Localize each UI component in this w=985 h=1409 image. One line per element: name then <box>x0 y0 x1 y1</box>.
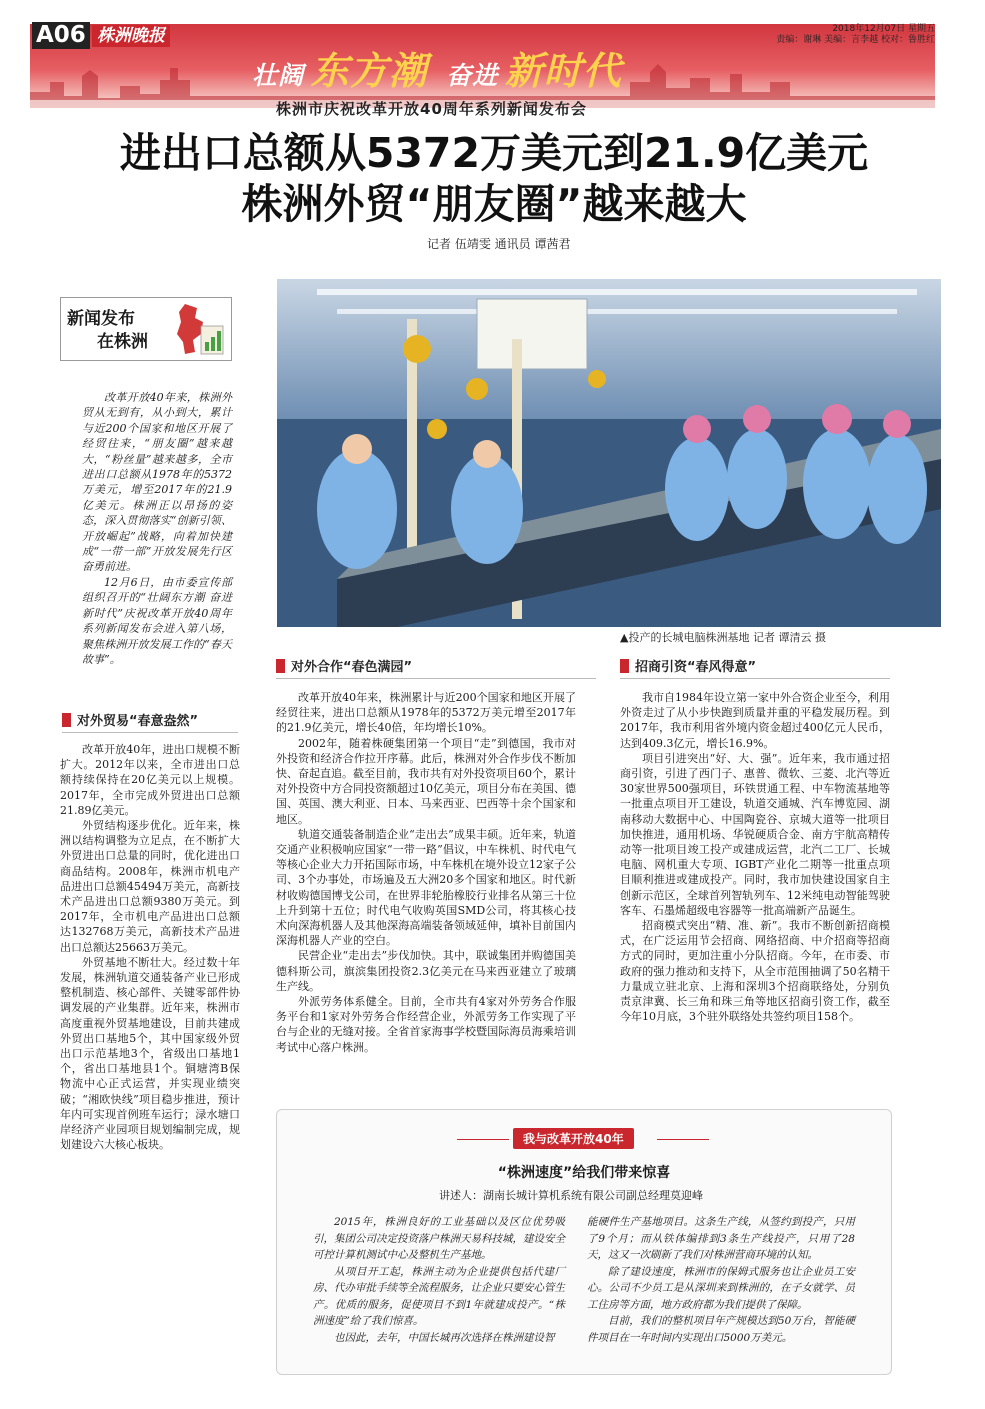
logo-text-1: 新闻发布 <box>67 309 135 329</box>
section-body-trade <box>60 742 240 1152</box>
byline: 记者 伍靖雯 通讯员 谭茜君 <box>427 237 571 251</box>
date-line <box>776 24 935 46</box>
paragraph: 轨道交通装备制造企业“走出去”成果丰硕。近年来，轨道交通产业积极响应国家“一带一路”倡议，中车株机、时代电气等核心企业大力开拓国际市场，中车株机在境外设立12家子公司、3个办事处，市场遍及五大洲20多个国家和地区。时代新材收购德国博戈公司，在世界非轮胎橡胶行业排名从第三十位上升到第十五位；时代电气收购英国SMD公司，将其核心技术向深海机器人及其他深海高端装备领域延伸，填补目前国内深海机器人产业的空白。 <box>276 827 576 948</box>
paragraph: 外贸结构逐步优化。近年来，株洲以结构调整为立足点，在不断扩大外贸进出口总量的同时，优化进出口商品结构。2008年，株洲市机电产品进出口总额45494万美元，高新技术产品进出口总额9380万美元。到2017年，全市机电产品进出口总额达132768万美元，高新技术产品进出口总额达25663万美元。 <box>60 819 240 954</box>
paragraph: 2002年，随着株硬集团第一个项目“走”到德国，我市对外投资和经济合作拉开序幕。此后，株洲对外合作步伐不断加快、奋起直追。截至目前，我市共有对外投资项目60个，累计对外投资中方合同投资额超过10亿美元，项目分布在美国、德国、英国、澳大利亚、日本、马来西亚、巴西等十余个国家和地区。 <box>276 736 576 826</box>
paragraph: 项目引进突出“好、大、强”。近年来，我市通过招商引资，引进了西门子、惠普、微软、三菱、北汽等近30家世界500强项目，环铁贯通工程、中车物流基地等一批重点项目开工建设，轨道交通城、汽车博览园、湖南移动大数据中心、中国陶瓷谷、京城大道等一批项目加快推进，通用机场、华锐硬质合金、南方宇航高精传动等一批项目竣工投产或建成运营，北汽二工厂、长城电脑、网机重大专项、IGBT产业化二期等一批重点项目顺利推进或建成投产。同时，我市加快建设国家自主创新示范区，全球首列智轨列车、12米纯电动智能驾驶客车、石墨烯超级电容器等一批高端新产品诞生。 <box>620 751 890 917</box>
box-title: “株洲速度”给我们带来惊喜 <box>497 1165 671 1181</box>
section-body-cooperation <box>276 690 576 1055</box>
paragraph: 从项目开工起，株洲主动为企业提供包括代建厂房、代办审批手续等全流程服务，让企业只要安心管生产。优质的服务，促使项目不到1年就建成投产。“株洲速度”给了我们惊喜。 <box>313 1265 565 1327</box>
paragraph: 改革开放40年来，株洲累计与近200个国家和地区开展了经贸往来，进出口总额从1978年的5372万美元增至2017年的21.9亿美元，增长40倍，年均增长10%。 <box>276 691 576 735</box>
factory-photo <box>277 279 941 627</box>
paragraph: 也因此，去年，中国长城再次选择在株洲建设智 <box>334 1331 555 1344</box>
slogan-part-a: 壮阔 <box>252 61 305 90</box>
box-speaker: 讲述人：湖南长城计算机系统有限公司副总经理莫迎峰 <box>439 1189 703 1202</box>
slogan-part-b: 东方潮 <box>310 48 428 93</box>
issue-date: 2018年12月07日 星期五 <box>832 24 935 34</box>
section-marker-icon <box>62 713 71 727</box>
decorative-rule <box>457 1139 509 1140</box>
section-heading-text: 对外贸易“春意盎然” <box>77 714 199 729</box>
paragraph: 外派劳务体系健全。目前，全市共有4家对外劳务合作服务平台和1家对外劳务合作经营企业，外派劳务工作实现了平台与企业的无缝对接。全省首家海事学校暨国际海员海乘培训考试中心落户株洲。 <box>276 995 576 1054</box>
paragraph: 民营企业“走出去”步伐加快。其中，联诚集团并购德国美德科斯公司，旗滨集团投资2.3亿美元在马来西亚建立了玻璃生产线。 <box>276 949 576 993</box>
box-tag: 我与改革开放40年 <box>513 1128 634 1149</box>
section-heading-text: 招商引资“春风得意” <box>635 660 757 675</box>
paragraph: 我市自1984年设立第一家中外合资企业至今，利用外资走过了从小步快跑到质量并重的平稳发展历程。到2017年，我市利用省外境内资金超过400亿元人民币，达到409.3亿元，增长16.9%。 <box>620 691 890 750</box>
slogan-part-c: 奋进 <box>446 61 499 90</box>
logo-text-2: 在株洲 <box>97 332 148 352</box>
slogan-part-d: 新时代 <box>504 48 622 93</box>
headline-main: 进出口总额从5372万美元到21.9亿美元 <box>119 129 869 177</box>
intro-paragraph: 12月6日，由市委宣传部组织召开的“壮阔东方潮 奋进新时代”庆祝改革开放40周年系列新闻发布会进入第八场，聚焦株洲开放发展工作的“春天故事”。 <box>82 575 232 666</box>
section-heading-trade <box>62 710 238 733</box>
paragraph: 2015年，株洲良好的工业基础以及区位优势吸引，集团公司决定投资落户株洲天易科技城，建设安全可控计算机测试中心及整机生产基地。 <box>313 1216 565 1261</box>
photo-caption: ▲投产的长城电脑株洲基地 记者 谭清云 摄 <box>620 631 826 644</box>
decorative-rule <box>657 1139 709 1140</box>
newspaper-name: 株洲晚报 <box>92 25 170 47</box>
box-column-1 <box>313 1214 565 1346</box>
headline-sub: 株洲外贸“朋友圈”越来越大 <box>241 180 747 228</box>
paragraph: 能硬件生产基地项目。这条生产线，从签约到投产，只用了9个月；而从铁体编排到3条生产线投产，只用了28天，这又一次刷新了我们对株洲营商环境的认知。 <box>587 1216 855 1261</box>
paragraph: 招商模式突出“精、准、新”。我市不断创新招商模式，在广泛运用节会招商、网络招商、中介招商等招商方式的同时，更加注重小分队招商。今年，在市委、市政府的强力推动和支持下，从全市范围抽调了50名精干力量成立驻北京、上海和深圳3个招商联络处，分别负责京津冀、长三角和珠三角等地区招商引资工作，截至今年10月底，3个驻外联络处共签约项目158个。 <box>620 919 890 1024</box>
section-heading-text: 对外合作“春色满园” <box>291 660 413 675</box>
paragraph: 除了建设速度，株洲市的保姆式服务也让企业员工安心。公司不少员工是从深圳来到株洲的，在子女就学、员工住房等方面，地方政府都为我们提供了保障。 <box>587 1265 855 1311</box>
paragraph: 目前，我们的整机项目年产规模达到50万台，智能硬件项目在一年时间内实现出口5000万美元。 <box>587 1315 855 1344</box>
section-marker-icon <box>276 659 285 673</box>
section-body-investment <box>620 690 890 1024</box>
section-marker-icon <box>620 659 629 673</box>
story-box <box>276 1109 892 1375</box>
section-heading-investment <box>620 656 890 679</box>
series-title: 株洲市庆祝改革开放40周年系列新闻发布会 <box>276 100 587 118</box>
editor-credits: 责编：谢琳 美编：言李越 校对：鲁胜红 <box>776 35 935 45</box>
intro-paragraph: 改革开放40年来，株洲外贸从无到有，从小到大，累计与近200个国家和地区开展了经贸往来，“朋友圈”越来越大，“粉丝量”越来越多，全市进出口总额从1978年的5372万美元，增至2017年的21.9亿美元。株洲正以昂扬的姿态，深入贯彻落实“创新引领、开放崛起”战略，向着加快建成“一带一部”开放发展先行区奋勇前进。 <box>82 391 232 574</box>
banner-slogan <box>252 40 622 95</box>
city-map-icon <box>171 300 229 358</box>
section-heading-cooperation <box>276 656 596 679</box>
news-release-logo <box>60 297 232 361</box>
article-intro <box>82 390 232 667</box>
box-column-2 <box>587 1214 855 1346</box>
assembly-line-illustration <box>277 279 941 627</box>
page-number: A06 <box>32 22 90 49</box>
paragraph: 改革开放40年，进出口规模不断扩大。2012年以来，全市进出口总额持续保持在20亿美元以上规模。2017年，全市完成外贸进出口总额21.89亿美元。 <box>60 743 240 817</box>
paragraph: 外贸基地不断壮大。经过数十年发展，株洲轨道交通装备产业已形成整机制造、核心部件、关键零部件协调发展的产业集群。近年来，株洲市高度重视外贸基地建设，目前共建成外贸出口基地5个，其中国家级外贸出口示范基地3个，省级出口基地1个，省出口基地县1个。铜塘湾B保物流中心正式运营，并实现业绩突破；“湘欧快线”项目稳步推进，预计年内可实现首例班车运行；渌水塘口岸经济产业园项目规划编制完成，规划建设六大核心板块。 <box>60 955 240 1152</box>
